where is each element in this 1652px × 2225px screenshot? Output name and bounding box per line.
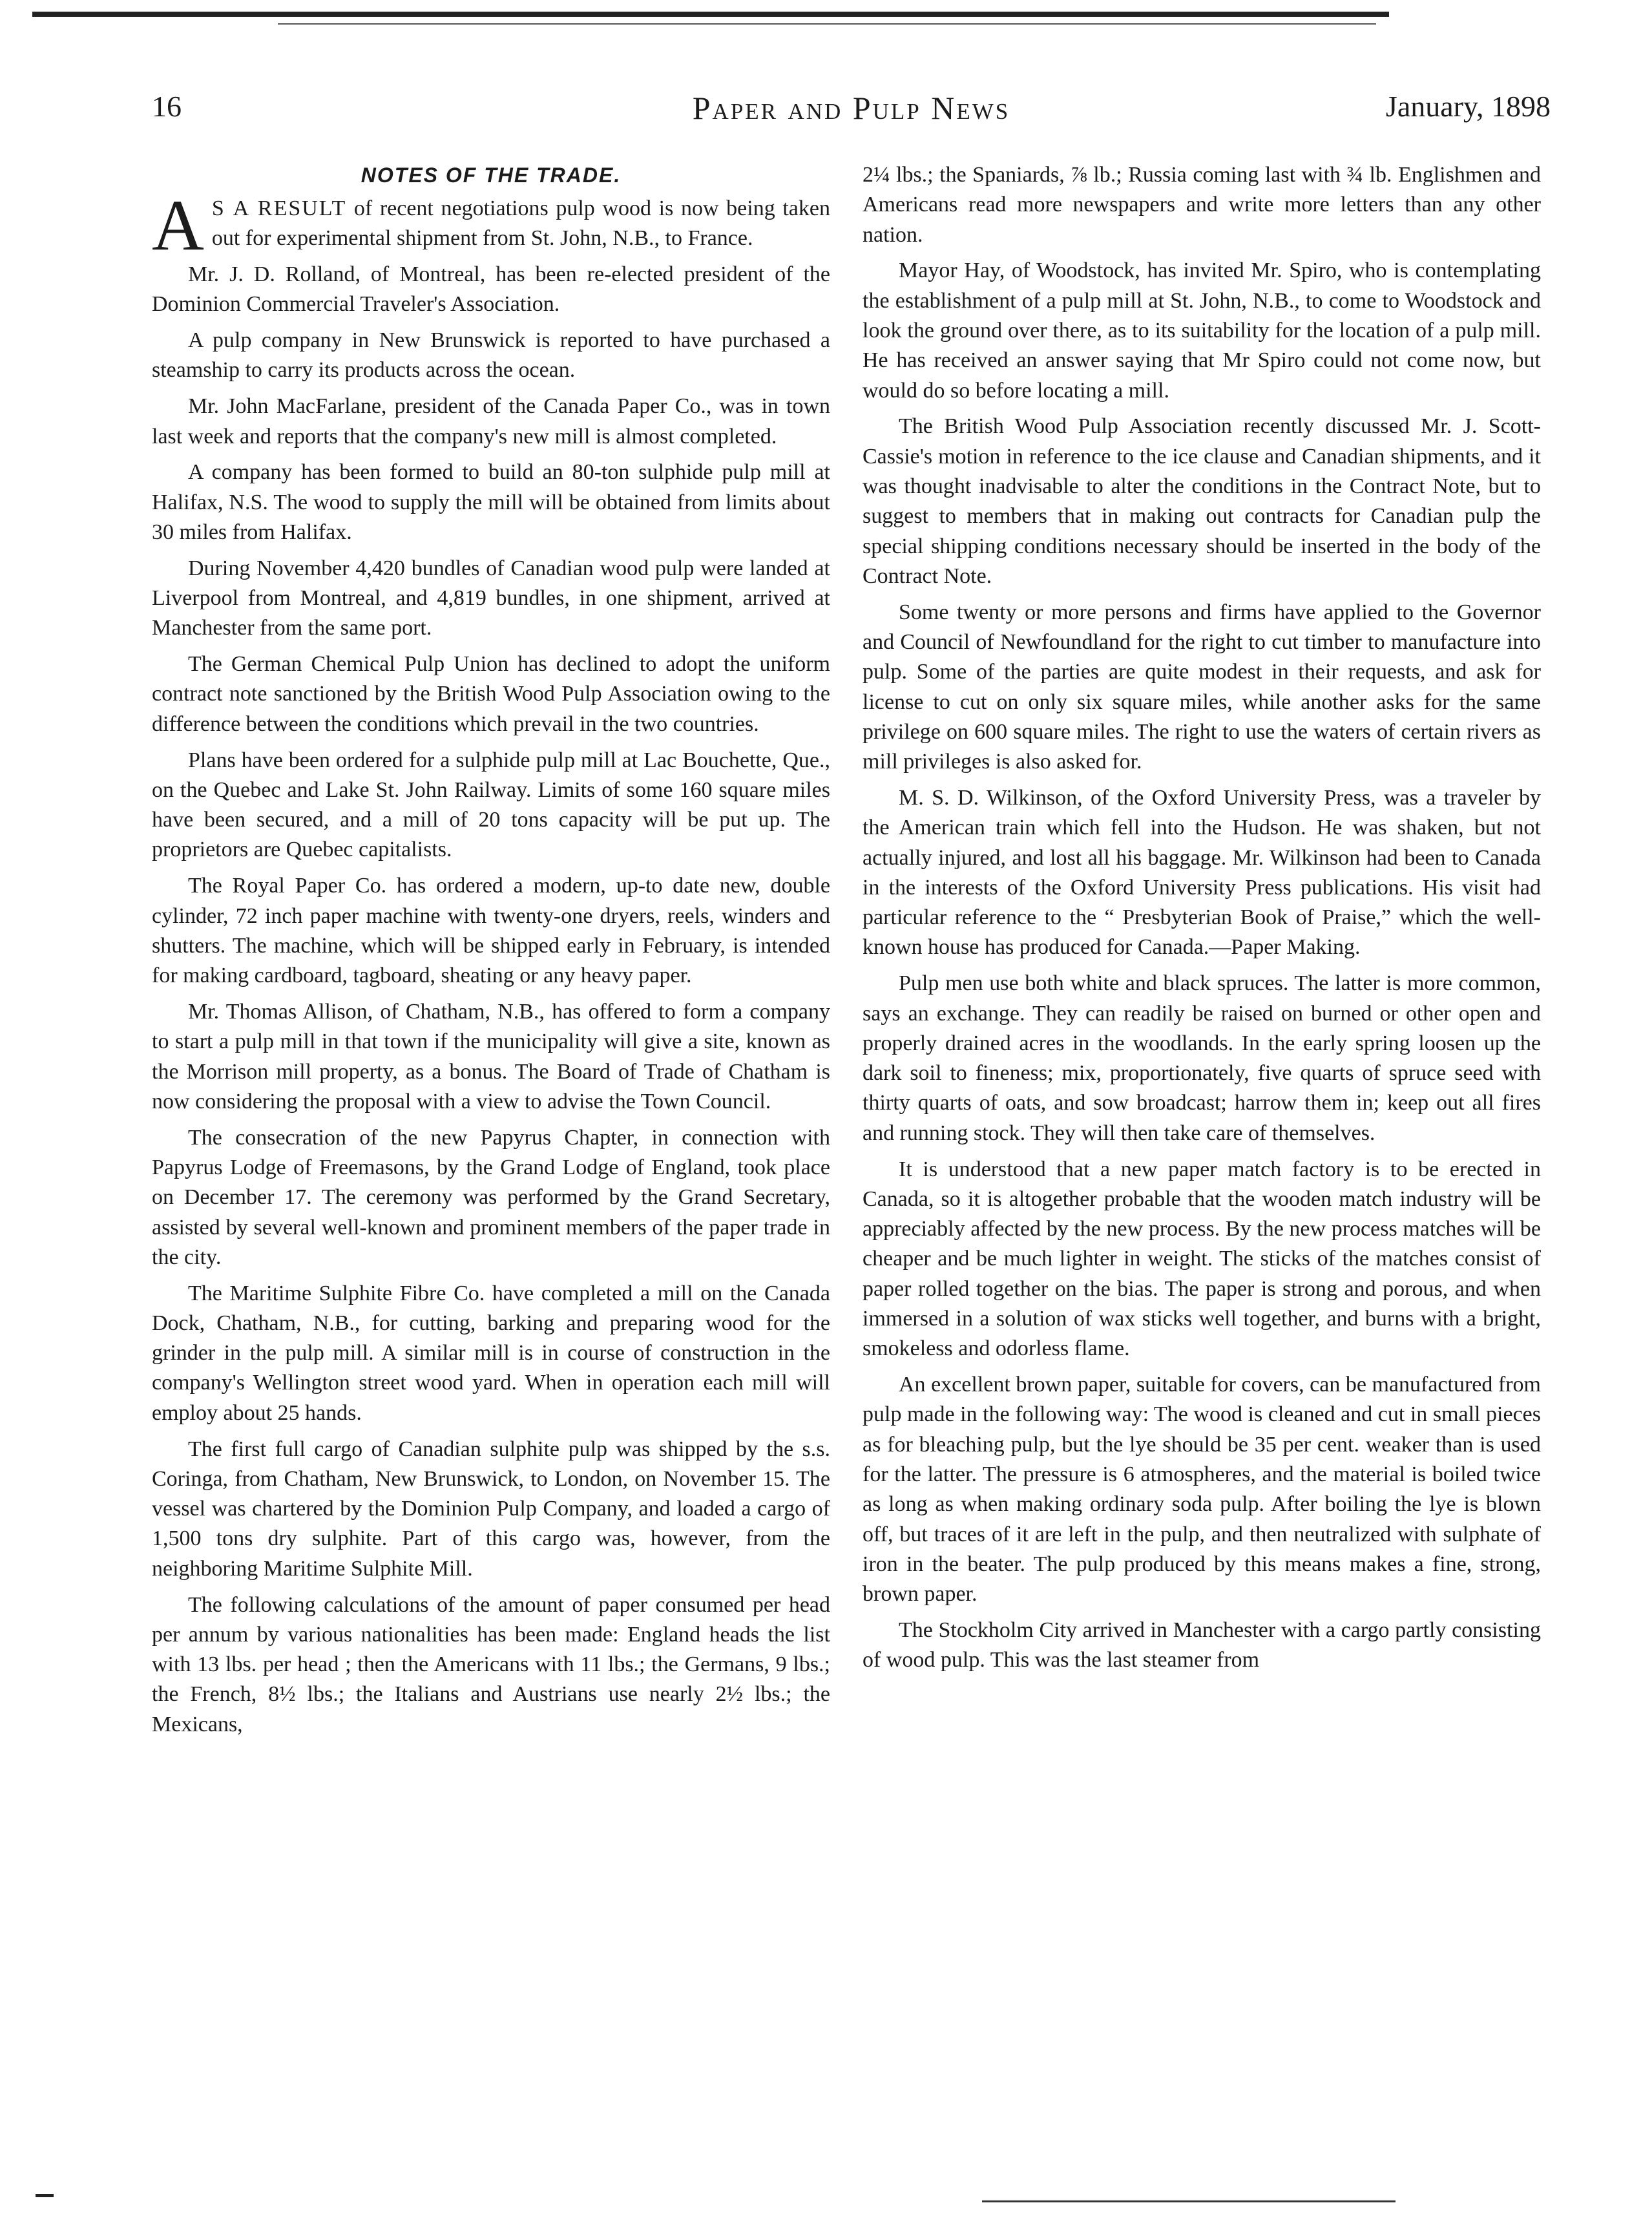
paragraph: Mr. John MacFarlane, president of the Canada Paper Co., was in town last week and reports that the company's new mill is almost completed. bbox=[152, 394, 830, 448]
issue-date: January, 1898 bbox=[1385, 90, 1551, 123]
bottom-rule bbox=[982, 2200, 1396, 2202]
paragraph: Mr. Thomas Allison, of Chatham, N.B., has offered to form a company to start a pulp mill in that town if the municipality will give a site, known as the Morrison mill property, as a bonus. The Board of Trade of Chatham is now considering the proposal with a view to advise the Town Council. bbox=[152, 999, 830, 1113]
top-thin-rule bbox=[278, 23, 1376, 25]
paragraph: Pulp men use both white and black spruces. The latter is more common, says an exchange. They can readily be raised on burned or other open and properly drained acres in the woodlands. In the early spring loosen up the dark soil to fineness; mix, proportionately, five quarts of spruce seed with thirty quarts of oats, and sow broadcast; harrow them in; keep out all fires and running stock. They will then take care of themselves. bbox=[863, 971, 1541, 1145]
paragraph: It is understood that a new paper match factory is to be erected in Canada, so it is altogether probable that the wooden match industry will be appreciably affected by the new process. By the new process matches will be cheaper and be much lighter in weight. The sticks of the matches consist of paper rolled together on the bias. The paper is strong and porous, and when immersed in a solution of wax sticks well together, and burns with a bright, smokeless and odorless flame. bbox=[863, 1157, 1541, 1361]
paragraph: During November 4,420 bundles of Canadian wood pulp were landed at Liverpool from Montreal, and 4,819 bundles, in one shipment, arrived at Manchester from the same port. bbox=[152, 556, 830, 640]
bottom-margin-mark bbox=[36, 2194, 54, 2197]
paragraph: Mayor Hay, of Woodstock, has invited Mr. Spiro, who is contemplating the establishment of a pulp mill at St. John, N.B., to come to Woodstock and look the ground over there, as to its suitability for the location of a pulp mill. He has received an answer saying that Mr Spiro could not come now, but would do so before locating a mill. bbox=[863, 258, 1541, 403]
left-column bbox=[152, 160, 830, 1746]
paragraph: The Stockholm City arrived in Manchester with a cargo partly consisting of wood pulp. This was the last steamer from bbox=[863, 1618, 1541, 1672]
paragraph: The Maritime Sulphite Fibre Co. have completed a mill on the Canada Dock, Chatham, N.B., for cutting, barking and preparing wood for the grinder in the pulp mill. A similar mill is in course of construction in the company's Wellington street wood yard. When in operation each mill will employ about 25 hands. bbox=[152, 1281, 830, 1425]
paragraph: M. S. D. Wilkinson, of the Oxford University Press, was a traveler by the American train which fell into the Hudson. He was shaken, but not actually injured, and lost all his baggage. Mr. Wilkinson had been to Canada in the interests of the Oxford University Press publications. His visit had particular reference to the “ Presbyterian Book of Praise,” which the well-known house has produced for Canada.—Paper Making. bbox=[863, 785, 1541, 960]
lead-text: of recent negotiations pulp wood is now being taken out for experimental shipment from St. John, N.B., to France. bbox=[211, 196, 830, 251]
page-header bbox=[152, 89, 1551, 128]
paragraph: Mr. J. D. Rolland, of Montreal, has been re-elected president of the Dominion Commercial Traveler's Association. bbox=[152, 262, 830, 317]
paragraph: The consecration of the new Papyrus Chapter, in connection with Papyrus Lodge of Freemasons, by the Grand Lodge of England, took place on December 17. The ceremony was performed by the Grand Secretary, assisted by several well-known and prominent members of the paper trade in the city. bbox=[152, 1125, 830, 1269]
journal-title: Paper and Pulp News bbox=[692, 90, 1010, 126]
drop-cap: A bbox=[152, 185, 204, 266]
paragraph: Some twenty or more persons and firms have applied to the Governor and Council of Newfoundland for the right to cut timber to manufacture into pulp. Some of the parties are quite modest in their requests, and ask for license to cut on only six square miles, while another asks for the same privilege on 600 square miles. The right to use the waters of certain rivers as mill privileges is also asked for. bbox=[863, 600, 1541, 774]
paragraph: The first full cargo of Canadian sulphite pulp was shipped by the s.s. Coringa, from Chatham, New Brunswick, to London, on November 15. The vessel was chartered by the Dominion Pulp Company, and loaded a cargo of 1,500 tons dry sulphite. Part of this cargo was, however, from the neighboring Maritime Sulphite Mill. bbox=[152, 1437, 830, 1581]
paragraph: The following calculations of the amount of paper consumed per head per annum by various nationalities has been made: England heads the list with 13 lbs. per head ; then the Americans with 11 lbs.; the Germans, 9 lbs.; the French, 8½ lbs.; the Italians and Austrians use nearly 2½ lbs.; the Mexicans, bbox=[152, 1592, 830, 1736]
paragraph: A company has been formed to build an 80-ton sulphide pulp mill at Halifax, N.S. The wood to supply the mill will be obtained from limits about 30 miles from Halifax. bbox=[152, 460, 830, 544]
continued-paragraph: 2¼ lbs.; the Spaniards, ⅞ lb.; Russia coming last with ¾ lb. Englishmen and Americans read more newspapers and write more letters than any other nation. bbox=[863, 163, 1541, 247]
paragraph: Plans have been ordered for a sulphide pulp mill at Lac Bouchette, Que., on the Quebec and Lake St. John Railway. Limits of some 160 square miles have been secured, and a mill of 20 tons capacity will be put up. The proprietors are Quebec capitalists. bbox=[152, 748, 830, 862]
right-column bbox=[863, 160, 1541, 1682]
paragraph: A pulp company in New Brunswick is reported to have purchased a steamship to carry its products across the ocean. bbox=[152, 328, 830, 383]
lead-paragraph bbox=[152, 185, 830, 266]
paragraph: The British Wood Pulp Association recently discussed Mr. J. Scott-Cassie's motion in reference to the ice clause and Canadian shipments, and it was thought inadvisable to alter the conditions in the Contract Note, but to suggest to members that in making out contracts for Canadian pulp the special shipping conditions necessary should be inserted in the body of the Contract Note. bbox=[863, 414, 1541, 588]
page-number: 16 bbox=[152, 90, 182, 123]
top-border-rule bbox=[32, 12, 1389, 17]
section-heading: NOTES OF THE TRADE. bbox=[361, 163, 622, 187]
paragraph: The Royal Paper Co. has ordered a modern, up-to date new, double cylinder, 72 inch paper machine with twenty-one dryers, reels, winders and shutters. The machine, which will be shipped early in February, is intended for making cardboard, tagboard, sheating or any heavy paper. bbox=[152, 874, 830, 988]
paragraph: The German Chemical Pulp Union has declined to adopt the uniform contract note sanctioned by the British Wood Pulp Association owing to the difference between the conditions which prevail in the two countries. bbox=[152, 652, 830, 736]
paragraph: An excellent brown paper, suitable for covers, can be manufactured from pulp made in the following way: The wood is cleaned and cut in small pieces as for bleaching pulp, but the lye should be 35 per cent. weaker than is used for the latter. The pressure is 6 atmospheres, and the material is boiled twice as long as when making ordinary soda pulp. After boiling the lye is blown off, but traces of it are left in the pulp, and then neutralized with sulphate of iron in the beater. The pulp produced by this means makes a fine, strong, brown paper. bbox=[863, 1373, 1541, 1607]
lead-caps: S A RESULT bbox=[211, 196, 347, 220]
